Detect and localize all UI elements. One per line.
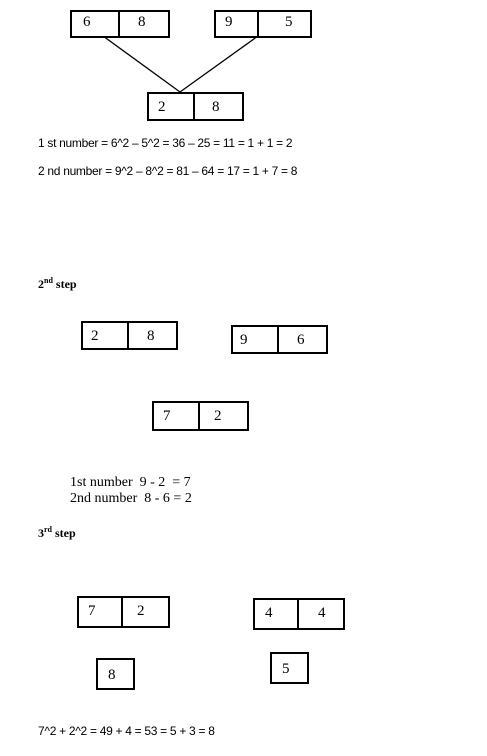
step1-box-result: [147, 92, 244, 121]
cell-value: 5: [285, 14, 293, 30]
step2-box-right: [231, 325, 328, 354]
cell-value: 6: [83, 14, 91, 30]
cell-value: 9: [240, 332, 248, 348]
step3-line-1: 7^2 + 2^2 = 49 + 4 = 53 = 5 + 3 = 8: [38, 724, 215, 738]
step2-box-result: [152, 401, 249, 431]
cell-value: 9: [225, 14, 233, 30]
cell-value: 8: [212, 99, 220, 115]
step3-box-left: [77, 596, 170, 628]
step3-single-right: [270, 652, 309, 684]
step3-single-left: [96, 658, 135, 690]
cell-value: 8: [108, 667, 116, 683]
cell-value: 2: [137, 603, 145, 619]
cell-value: 2: [214, 408, 222, 424]
cell-value: 6: [297, 332, 305, 348]
cell-value: 7: [88, 603, 96, 619]
step2-title: 2nd step: [38, 276, 77, 291]
cell-value: 7: [163, 408, 171, 424]
step1-box-right: [214, 10, 312, 38]
step1-box-left: [70, 10, 170, 38]
cell-value: 8: [138, 14, 146, 30]
step2-line-1: 1st number 9 - 2 = 7: [70, 475, 191, 490]
cell-value: 5: [282, 661, 290, 677]
cell-value: 2: [91, 328, 99, 344]
cell-value: 4: [318, 605, 326, 621]
cell-value: 8: [147, 328, 155, 344]
cell-value: 2: [158, 99, 166, 115]
step1-line-1: 1 st number = 6^2 – 5^2 = 36 – 25 = 11 = 1 + 1 = 2: [38, 136, 293, 150]
step3-box-right: [253, 598, 345, 630]
cell-value: 4: [265, 605, 273, 621]
step2-box-left: [81, 321, 178, 350]
step2-line-2: 2nd number 8 - 6 = 2: [70, 491, 192, 506]
step1-line-2: 2 nd number = 9^2 – 8^2 = 81 – 64 = 17 = 1 + 7 = 8: [38, 164, 298, 178]
step3-title: 3rd step: [38, 525, 76, 540]
